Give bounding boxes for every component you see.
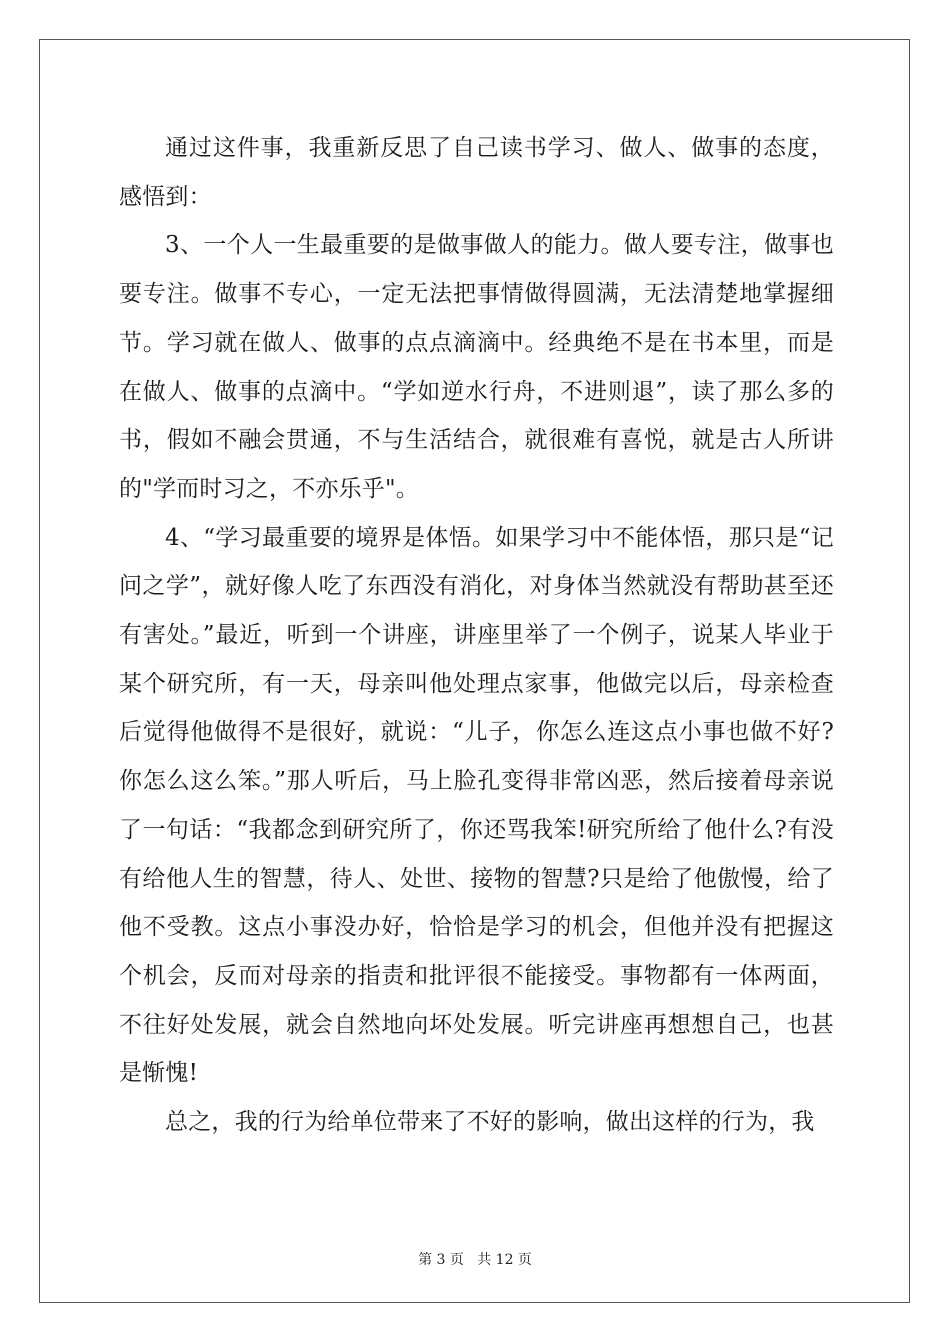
paragraph-conclusion: 总之，我的行为给单位带来了不好的影响，做出这样的行为，我	[165, 1109, 815, 1136]
page-number-footer: 第 3 页 共 12 页	[418, 1252, 532, 1268]
paragraph-point-3: 3、一个人一生最重要的是做事做人的能力。做人要专注，做事也要专注。做事不专心，一定无法把事情做得圆满，无法清楚地掌握细节。学习就在做人、做事的点点滴滴中。经典绝不是在书本里，而是在做人、做事的点滴中。“学如逆水行舟，不进则退”，读了那么多的书，假如不融会贯通，不与生活结合，就很难有喜悦，就是古人所讲的"学而时习之，不亦乐乎"。	[119, 232, 834, 502]
document-body	[119, 124, 834, 1147]
paragraph-reflection: 通过这件事，我重新反思了自己读书学习、做人、做事的态度，感悟到：	[119, 135, 834, 210]
paragraph-point-4: 4、“学习最重要的境界是体悟。如果学习中不能体悟，那只是“记问之学”，就好像人吃了东西没有消化，对身体当然就没有帮助甚至还有害处。”最近，听到一个讲座，讲座里举了一个例子，说某人毕业于某个研究所，有一天，母亲叫他处理点家事，他做完以后，母亲检查后觉得他做得不是很好，就说：“儿子，你怎么连这点小事也做不好?你怎么这么笨。”那人听后，马上脸孔变得非常凶恶，然后接着母亲说了一句话：“我都念到研究所了，你还骂我笨!研究所给了他什么?有没有给他人生的智慧，待人、处世、接物的智慧?只是给了他傲慢，给了他不受教。这点小事没办好，恰恰是学习的机会，但他并没有把握这个机会，反而对母亲的指责和批评很不能接受。事物都有一体两面，不往好处发展，就会自然地向坏处发展。听完讲座再想想自己，也甚是惭愧!	[119, 524, 834, 1087]
